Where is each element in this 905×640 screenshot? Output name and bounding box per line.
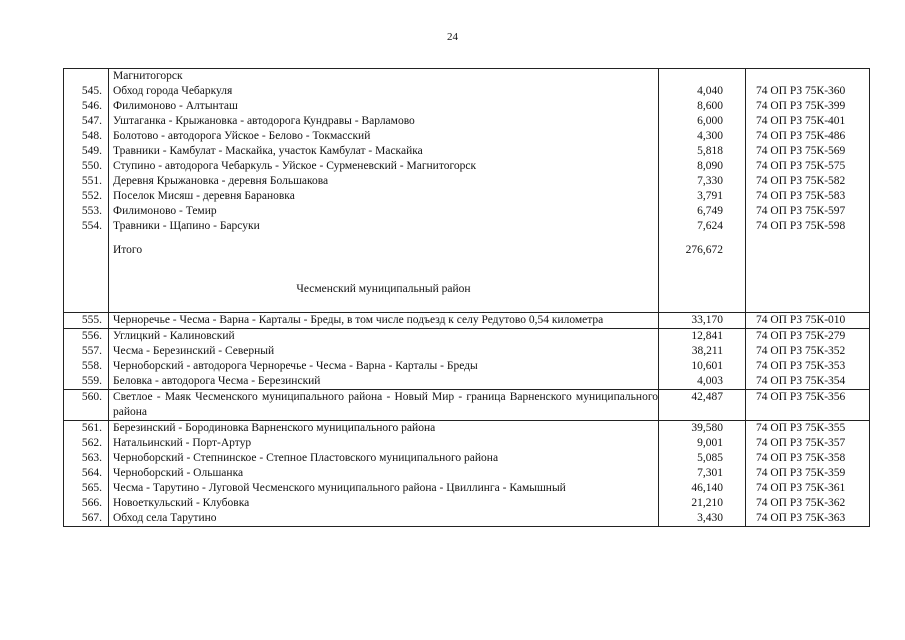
road-length: 8,600 [659,99,746,114]
road-length: 6,749 [659,204,746,219]
row-number: 562. [64,436,109,451]
road-name: Обход села Тарутино [109,511,659,527]
road-length: 42,487 [659,389,746,420]
district-heading: Чесменский муниципальный район [109,282,659,297]
table-row [64,344,870,359]
road-name: Филимоново - Темир [109,204,659,219]
row-number: 553. [64,204,109,219]
road-length: 7,330 [659,174,746,189]
road-length: 46,140 [659,481,746,496]
road-length: 6,000 [659,114,746,129]
row-number: 565. [64,481,109,496]
row-number: 566. [64,496,109,511]
road-name: Уштаганка - Крыжановка - автодорога Кундравы - Варламово [109,114,659,129]
row-number: 549. [64,144,109,159]
road-code: 74 ОП РЗ 75К-598 [746,219,870,234]
road-length: 3,430 [659,511,746,527]
district-header-row [64,282,870,297]
table-row [64,69,870,85]
table-row [64,114,870,129]
table-row [64,312,870,328]
road-code: 74 ОП РЗ 75К-361 [746,481,870,496]
road-code: 74 ОП РЗ 75К-359 [746,466,870,481]
table-row [64,359,870,374]
table-row [64,99,870,114]
road-name: Углицкий - Калиновский [109,328,659,344]
row-number: 547. [64,114,109,129]
row-number: 564. [64,466,109,481]
road-table [63,68,870,527]
table-row [64,511,870,527]
road-name: Черноборский - автодорога Черноречье - Чесма - Варна - Карталы - Бреды [109,359,659,374]
road-name: Чесма - Березинский - Северный [109,344,659,359]
road-name: Обход города Чебаркуля [109,84,659,99]
table-row [64,496,870,511]
row-number: 563. [64,451,109,466]
road-length: 10,601 [659,359,746,374]
row-number: 552. [64,189,109,204]
total-row [64,243,870,258]
total-value: 276,672 [659,243,746,258]
road-name: Травники - Щапино - Барсуки [109,219,659,234]
road-length: 33,170 [659,312,746,328]
row-number: 546. [64,99,109,114]
table-row [64,466,870,481]
road-name: Новоеткульский - Клубовка [109,496,659,511]
road-code: 74 ОП РЗ 75К-582 [746,174,870,189]
road-name: Деревня Крыжановка - деревня Большакова [109,174,659,189]
road-code: 74 ОП РЗ 75К-401 [746,114,870,129]
road-name: Ступино - автодорога Чебаркуль - Уйское - Сурменевский - Магнитогорск [109,159,659,174]
row-number: 555. [64,312,109,328]
total-label: Итого [109,243,659,258]
road-length: 38,211 [659,344,746,359]
row-number: 548. [64,129,109,144]
row-number: 559. [64,374,109,390]
road-length: 5,818 [659,144,746,159]
road-name: Беловка - автодорога Чесма - Березинский [109,374,659,390]
row-number: 558. [64,359,109,374]
road-name: Черноборский - Степнинское - Степное Пластовского муниципального района [109,451,659,466]
table-row [64,129,870,144]
road-length: 3,791 [659,189,746,204]
road-length: 4,300 [659,129,746,144]
road-name-continuation: Магнитогорск [109,69,659,85]
road-code: 74 ОП РЗ 75К-360 [746,84,870,99]
road-code: 74 ОП РЗ 75К-353 [746,359,870,374]
road-code: 74 ОП РЗ 75К-575 [746,159,870,174]
road-code: 74 ОП РЗ 75К-583 [746,189,870,204]
row-number: 557. [64,344,109,359]
road-name: Болотово - автодорога Уйское - Белово - Токмасский [109,129,659,144]
row-number: 560. [64,389,109,420]
road-length: 7,301 [659,466,746,481]
road-code: 74 ОП РЗ 75К-355 [746,420,870,436]
road-length: 9,001 [659,436,746,451]
table-row [64,328,870,344]
road-code: 74 ОП РЗ 75К-569 [746,144,870,159]
road-code: 74 ОП РЗ 75К-362 [746,496,870,511]
table-row [64,144,870,159]
road-code: 74 ОП РЗ 75К-279 [746,328,870,344]
table-row [64,389,870,420]
row-number: 550. [64,159,109,174]
road-code: 74 ОП РЗ 75К-010 [746,312,870,328]
road-name: Натальинский - Порт-Артур [109,436,659,451]
road-code: 74 ОП РЗ 75К-597 [746,204,870,219]
table-row [64,84,870,99]
road-code: 74 ОП РЗ 75К-358 [746,451,870,466]
table-row [64,451,870,466]
road-length: 5,085 [659,451,746,466]
road-name: Чесма - Тарутино - Луговой Чесменского муниципального района - Цвиллинга - Камышный [109,481,659,496]
page-number: 24 [447,31,458,43]
road-code: 74 ОП РЗ 75К-357 [746,436,870,451]
road-name: Березинский - Бородиновка Варненского муниципального района [109,420,659,436]
table-row [64,420,870,436]
road-name: Филимоново - Алтынташ [109,99,659,114]
table-row [64,436,870,451]
road-code: 74 ОП РЗ 75К-486 [746,129,870,144]
road-name: Черноборский - Ольшанка [109,466,659,481]
road-length: 7,624 [659,219,746,234]
table-row [64,204,870,219]
road-code: 74 ОП РЗ 75К-354 [746,374,870,390]
road-code: 74 ОП РЗ 75К-399 [746,99,870,114]
road-length: 8,090 [659,159,746,174]
road-name: Светлое - Маяк Чесменского муниципального района - Новый Мир - граница Варненского муниципального района [109,389,659,420]
table-row [64,219,870,234]
road-length: 4,003 [659,374,746,390]
road-name: Черноречье - Чесма - Варна - Карталы - Бреды, в том числе подъезд к селу Редутово 0,54 километра [109,312,659,328]
table-row [64,174,870,189]
table-row [64,189,870,204]
road-code: 74 ОП РЗ 75К-356 [746,389,870,420]
row-number: 556. [64,328,109,344]
road-name: Травники - Камбулат - Маскайка, участок Камбулат - Маскайка [109,144,659,159]
road-length: 39,580 [659,420,746,436]
road-name: Поселок Мисяш - деревня Барановка [109,189,659,204]
road-length: 21,210 [659,496,746,511]
road-length: 4,040 [659,84,746,99]
row-number: 561. [64,420,109,436]
row-number: 551. [64,174,109,189]
row-number: 545. [64,84,109,99]
table-row [64,159,870,174]
table-row [64,481,870,496]
road-code: 74 ОП РЗ 75К-352 [746,344,870,359]
row-number: 567. [64,511,109,527]
row-number: 554. [64,219,109,234]
road-code: 74 ОП РЗ 75К-363 [746,511,870,527]
road-length: 12,841 [659,328,746,344]
table-row [64,374,870,390]
